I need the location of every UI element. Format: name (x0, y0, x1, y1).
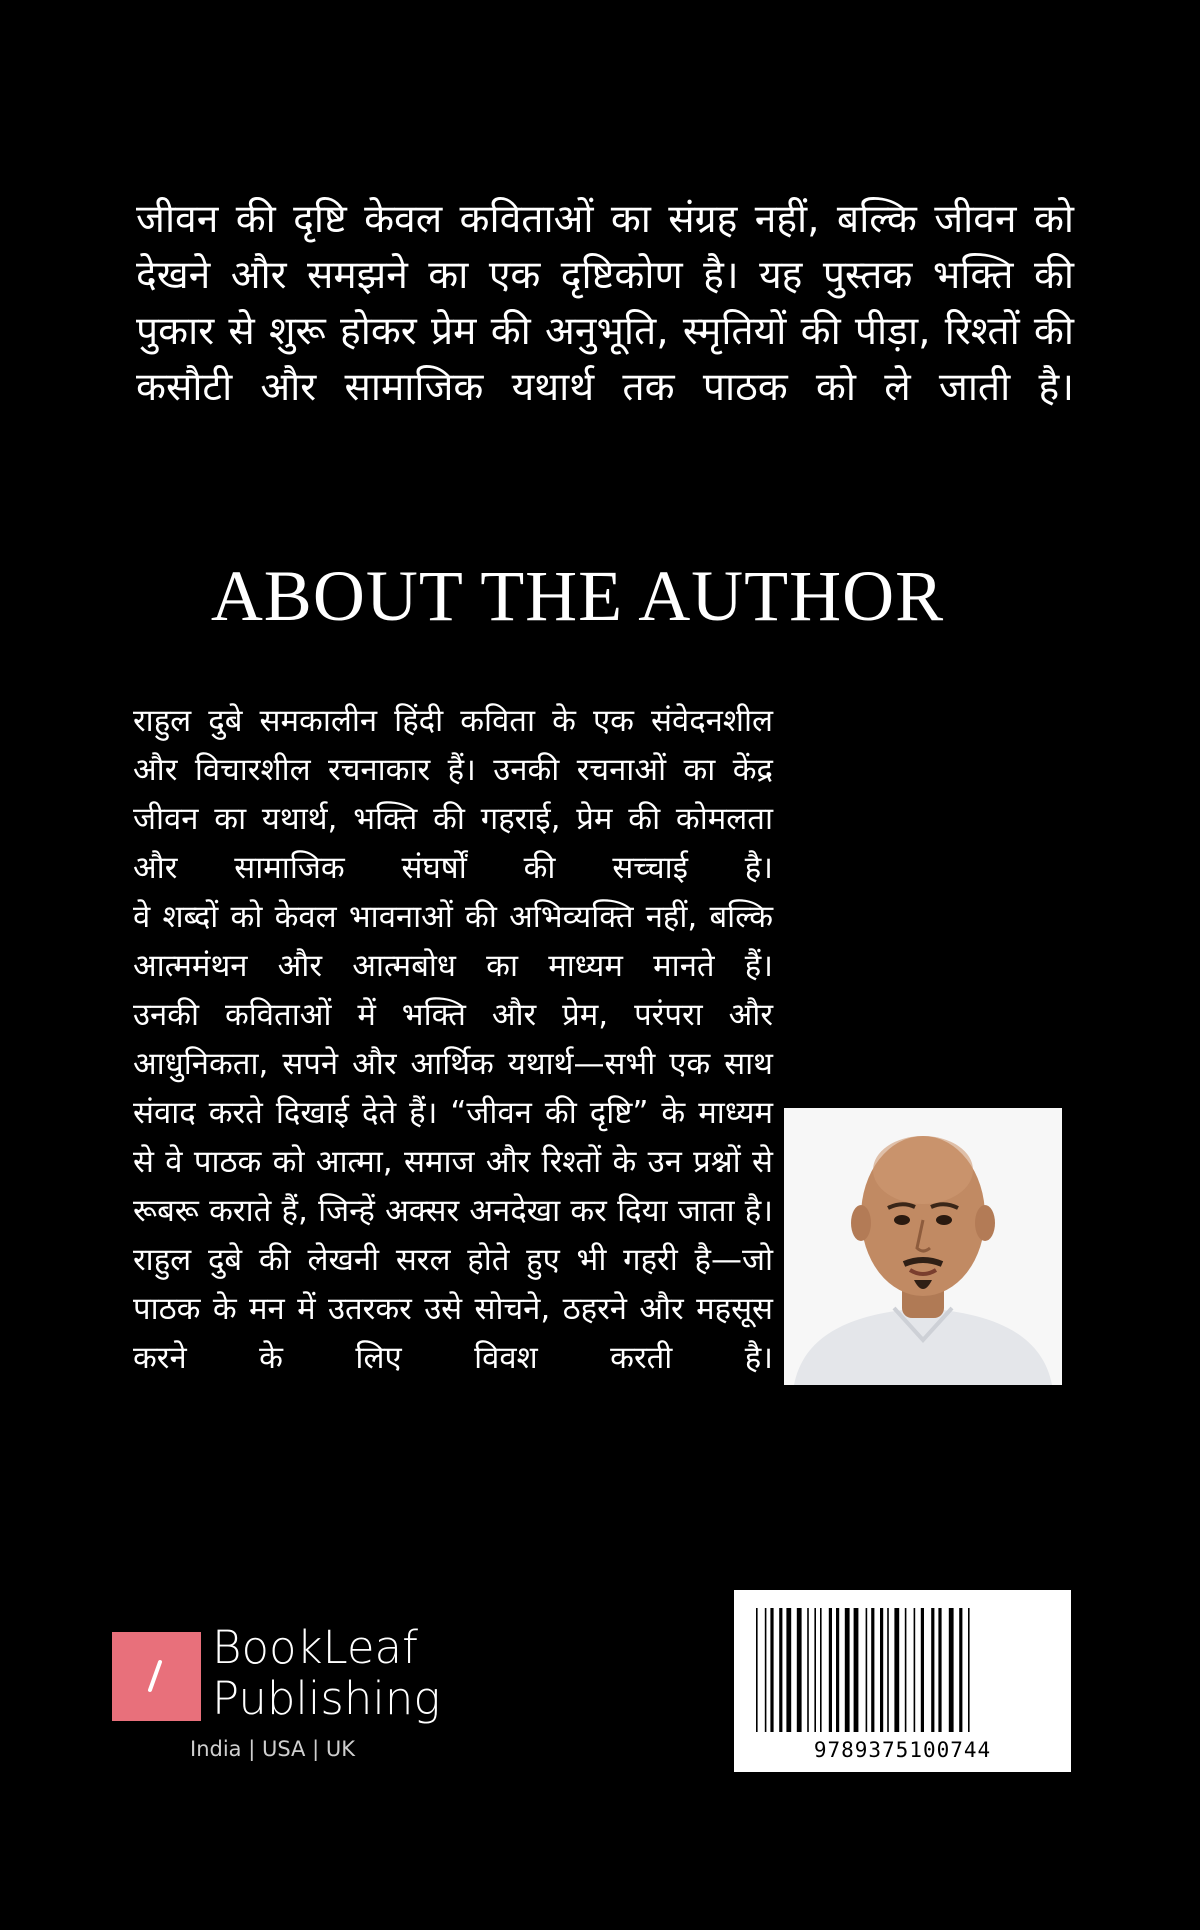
publisher-name (212, 1622, 440, 1724)
author-photo (784, 1108, 1062, 1385)
publisher-logo-mark (112, 1632, 201, 1721)
bio-paragraph: वे शब्दों को केवल भावनाओं की अभिव्यक्ति नहीं, बल्कि आत्ममंथन और आत्मबोध का माध्यम मानते हैं। (133, 899, 773, 984)
publisher-name-line2: Publishing (212, 1672, 441, 1725)
bio-paragraph: राहुल दुबे की लेखनी सरल होते हुए भी गहरी है—जो पाठक के मन में उतरकर उसे सोचने, ठहरने और महसूस करने के लिए विवश करती है। (133, 1242, 773, 1376)
publisher-name-line1: BookLeaf (212, 1621, 418, 1674)
publisher-regions: India | USA | UK (190, 1737, 355, 1761)
isbn-number: 9789375100744 (813, 1738, 992, 1762)
bio-paragraph: उनकी कविताओं में भक्ति और प्रेम, परंपरा और आधुनिकता, सपने और आर्थिक यथार्थ—सभी एक साथ संवाद करते दिखाई देते हैं। “जीवन की दृष्टि” के माध्यम से वे पाठक को आत्मा, समाज और रिश्तों के उन प्रश्नों से रूबरू कराते हैं, जिन्हें अक्सर अनदेखा कर दिया जाता है। (133, 997, 773, 1229)
about-author-heading: ABOUT THE AUTHOR (210, 556, 945, 636)
author-bio (133, 697, 773, 1383)
isbn-barcode (734, 1590, 1071, 1772)
bio-paragraph: राहुल दुबे समकालीन हिंदी कविता के एक संवेदनशील और विचारशील रचनाकार हैं। उनकी रचनाओं का केंद्र जीवन का यथार्थ, भक्ति की गहराई, प्रेम की कोमलता और सामाजिक संघर्षों की सच्चाई है। (133, 703, 773, 886)
barcode-bars (754, 1608, 1051, 1732)
cover-blurb: जीवन की दृष्टि केवल कविताओं का संग्रह नहीं, बल्कि जीवन को देखने और समझने का एक दृष्टिकोण है। यह पुस्तक भक्ति की पुकार से शुरू होकर प्रेम की अनुभूति, स्मृतियों की पीड़ा, रिश्तों की कसौटी और सामाजिक यथार्थ तक पाठक को ले जाती है। (136, 197, 1074, 410)
